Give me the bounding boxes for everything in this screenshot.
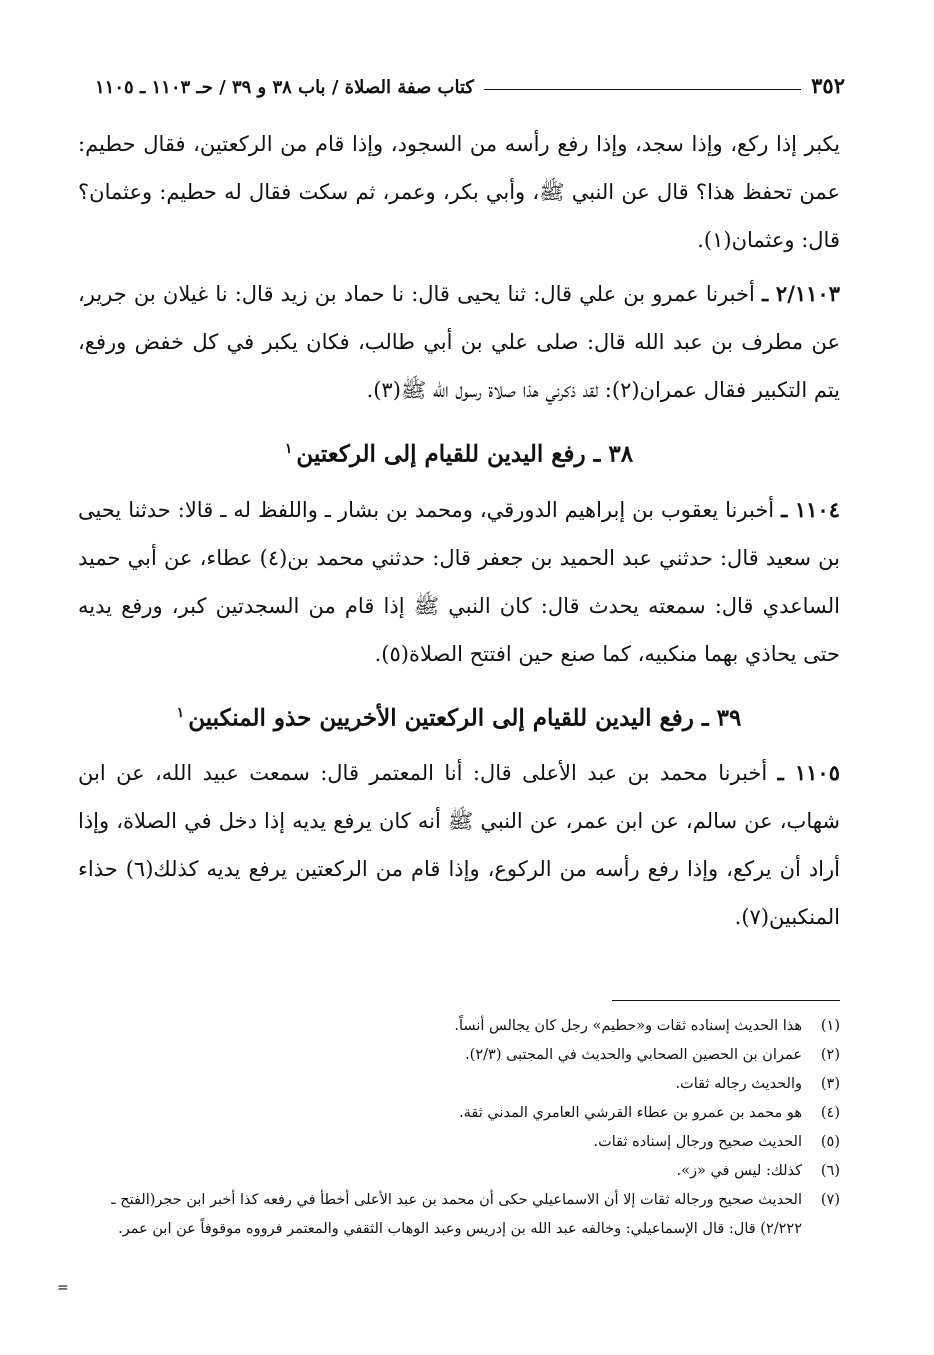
heading-note-mark: ١: [176, 704, 185, 721]
paragraph-continuation: يكبر إذا ركع، وإذا سجد، وإذا رفع رأسه من السجود، وإذا قام من الركعتين، فقال حطيم: عمن تحفظ هذا؟ قال عن النبي ﷺ، وأبي بكر، وعمر، ثم سكت فقال له حطيم: وعثمان؟ قال: وعثمان(١).: [78, 132, 840, 252]
hadith-number: ١١٠٥ ـ: [777, 760, 840, 786]
hadith-text: أخبرنا يعقوب بن إبراهيم الدورقي، ومحمد بن بشار ـ واللفظ له ـ قالا: حدثنا يحيى بن سعيد قال: حدثني عبد الحميد بن جعفر قال: حدثني محمد بن(٤) عطاء، عن أبي حميد الساعدي قال: سمعته يحدث قال: كان النبي ﷺ إذا قام من السجدتين كبر، ورفع يديه حتى يحاذي بهما منكبيه، كما صنع حين افتتح الصلاة(٥).: [78, 497, 840, 666]
footnote-number: (٢): [820, 1047, 840, 1063]
footnote-item: [78, 1128, 840, 1157]
heading-note-mark: ١: [284, 441, 293, 457]
chapter-heading-text: ٣٩ ـ رفع اليدين للقيام إلى الركعتين الأخريين حذو المنكبين: [188, 704, 742, 732]
footnote-text: هذا الحديث إسناده ثقات و«حطيم» رجل كان يجالس أنساً.: [454, 1018, 802, 1034]
footnote-item: [78, 1099, 840, 1128]
hadith-text: أخبرنا عمرو بن علي قال: ثنا يحيى قال: نا حماد بن زيد قال: نا غيلان بن جرير، عن مطرف بن عبد الله قال: صلى علي بن أبي طالب، فكان يكبر في كل خفض ورفع، يتم التكبير فقال عمران(٢): لقد ذكرني هذا صلاة رسول الله ﷺ(٣).: [78, 282, 840, 402]
footnotes: [78, 1012, 840, 1244]
footnote-item: [78, 1070, 840, 1099]
chapter-heading-text: ٣٨ ـ رفع اليدين للقيام إلى الركعتين: [296, 440, 634, 468]
footnote-number: (٧): [820, 1192, 840, 1208]
footnote-item: [78, 1041, 840, 1070]
chapter-heading-39: [78, 682, 840, 750]
footnote-item: [78, 1157, 840, 1186]
footnote-number: (٦): [820, 1163, 840, 1179]
footnote-text: والحديث رجاله ثقات.: [675, 1076, 802, 1092]
footnote-item: [78, 1012, 840, 1041]
footnote-number: (٥): [820, 1134, 840, 1150]
margin-mark: =: [57, 1280, 69, 1296]
footnote-number: (٣): [820, 1076, 840, 1092]
hadith-number: ٢/١١٠٣ ـ: [761, 281, 840, 306]
hadith-number: ١١٠٤ ـ: [781, 496, 840, 522]
header-title: كتاب صفة الصلاة / باب ٣٨ و ٣٩ / حـ ١١٠٣ ـ ١١٠٥: [95, 77, 474, 98]
footnote-text: الحديث صحيح ورجاله ثقات إلا أن الاسماعيلي حكى أن محمد بن عبد الأعلى أخطأ في رفعه كذا أخبر ابن حجر(الفتح ـ ٢/٢٢٢) قال: قال الإسماعيلي: وخالفه عبد الله بن إدريس وعبد الوهاب الثقفي والمعتمر فرووه موقوفاً عن ابن عمر.: [111, 1192, 802, 1237]
footnote-number: (٤): [820, 1105, 840, 1121]
footnote-text: هو محمد بن عمرو بن عطاء القرشي العامري المدني ثقة.: [458, 1105, 802, 1121]
hadith-1105: [78, 749, 840, 941]
footnote-text: عمران بن الحصين الصحابي والحديث في المجتبى (٢/٣).: [465, 1047, 802, 1063]
header-rule: [484, 89, 801, 90]
main-text: [78, 120, 840, 941]
chapter-heading-38: [78, 418, 840, 486]
footnote-text: الحديث صحيح ورجال إسناده ثقات.: [593, 1134, 802, 1150]
hadith-text: أخبرنا محمد بن عبد الأعلى قال: أنا المعتمر قال: سمعت عبيد الله، عن ابن شهاب، عن سالم، عن ابن عمر، عن النبي ﷺ أنه كان يرفع يديه إذا دخل في الصلاة، وإذا أراد أن يركع، وإذا رفع رأسه من الركوع، وإذا قام من الركعتين يرفع يديه كذلك(٦) حذاء المنكبين(٧).: [78, 761, 840, 930]
footnote-number: (١): [820, 1018, 840, 1034]
footnote-text: كذلك: ليس في «ز».: [676, 1163, 802, 1179]
footnote-item: [78, 1186, 840, 1244]
footnote-separator: [612, 1000, 840, 1001]
page-number: ٣٥٢: [811, 73, 845, 98]
hadith-1103-2: [78, 270, 840, 414]
running-header: [95, 62, 845, 98]
hadith-1104: [78, 486, 840, 678]
